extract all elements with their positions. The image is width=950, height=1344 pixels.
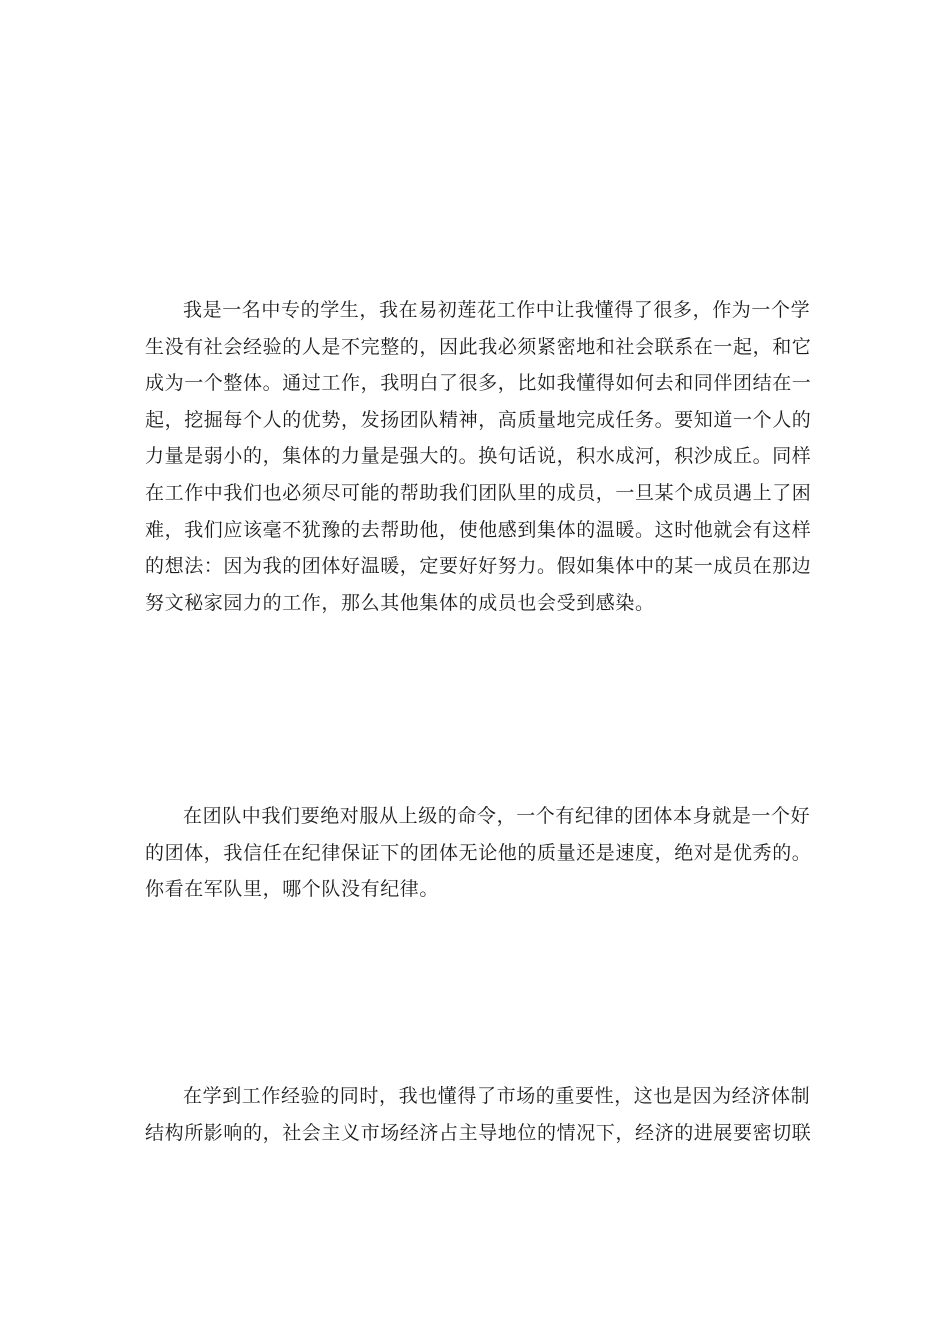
paragraph-teamwork xyxy=(145,292,812,621)
paragraph-line: 我是一名中专的学生，我在易初莲花工作中让我懂得了很多，作为一个学 xyxy=(183,299,811,321)
paragraph-line: 起，挖掘每个人的优势，发扬团队精神，高质量地完成任务。要知道一个人的 xyxy=(145,408,812,431)
paragraph-market xyxy=(145,1078,812,1151)
paragraph-line: 在学到工作经验的同时，我也懂得了市场的重要性，这也是因为经济体制 xyxy=(183,1085,811,1107)
paragraph-line: 在工作中我们也必须尽可能的帮助我们团队里的成员，一旦某个成员遇上了困 xyxy=(145,481,812,504)
paragraph-discipline xyxy=(145,798,812,908)
paragraph-line: 难，我们应该毫不犹豫的去帮助他，使他感到集体的温暖。这时他就会有这样 xyxy=(145,518,812,541)
paragraph-line: 力量是弱小的，集体的力量是强大的。换句话说，积水成河，积沙成丘。同样 xyxy=(145,445,812,468)
paragraph-line: 结构所影响的，社会主义市场经济占主导地位的情况下，经济的进展要密切联 xyxy=(145,1121,812,1144)
paragraph-line: 成为一个整体。通过工作，我明白了很多，比如我懂得如何去和同伴团结在一 xyxy=(145,372,812,395)
paragraph-line: 的想法：因为我的团体好温暖，定要好好努力。假如集体中的某一成员在那边 xyxy=(145,555,812,578)
paragraph-line: 在团队中我们要绝对服从上级的命令，一个有纪律的团体本身就是一个好 xyxy=(183,805,811,827)
paragraph-line: 生没有社会经验的人是不完整的，因此我必须紧密地和社会联系在一起，和它 xyxy=(145,335,812,358)
paragraph-line: 努文秘家园力的工作，那么其他集体的成员也会受到感染。 xyxy=(145,591,655,614)
paragraph-line: 的团体，我信任在纪律保证下的团体无论他的质量还是速度，绝对是优秀的。 xyxy=(145,841,812,864)
paragraph-line: 你看在军队里，哪个队没有纪律。 xyxy=(145,878,440,901)
